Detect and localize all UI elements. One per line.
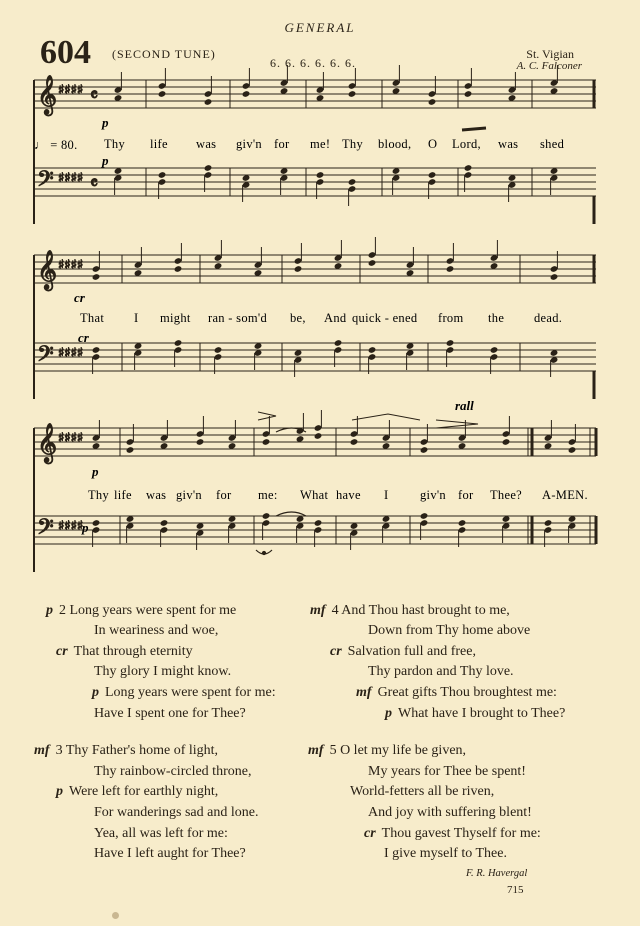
dynamic-mark: p [102,115,109,130]
common-time-icon: 𝄴 [90,85,99,106]
notehead [92,273,101,281]
tune-note: (SECOND TUNE) [112,47,216,61]
bass-clef-icon: 𝄢 [37,515,54,545]
key-signature-icon: ♯♯♯♯ [58,519,84,534]
notehead [464,164,473,172]
lyric-syllable: A-MEN. [542,488,588,502]
tune-name: St. Vigian [526,47,574,61]
verse-text: And joy with suffering blent! [368,805,532,820]
running-head: GENERAL [284,20,356,35]
dynamic-mark: cr [74,290,85,305]
notehead [214,346,223,354]
verse-line [34,743,218,759]
lyric-syllable: shed [540,137,565,151]
notehead [92,519,101,527]
verse-line [94,623,218,639]
meter: 6. 6. 6. 6. 6. 6. [270,56,356,70]
lyric-syllable: life [114,488,132,502]
verse-text: That through eternity [73,644,193,659]
key-signature-icon: ♯♯♯♯ [58,171,84,186]
hairpin [352,414,420,420]
lyric-syllable: giv'n [236,137,262,151]
verse-number: 2 [59,603,66,618]
lyric-syllable: Thy [342,137,364,151]
lyric-syllable: might [160,311,191,325]
notehead [126,446,135,454]
verse-text: Have I left aught for Thee? [94,846,246,861]
verse-line [56,784,218,800]
verse-dynamic: cr [56,644,68,659]
lyric-syllable: giv'n [420,488,446,502]
notehead [196,438,205,446]
notehead [314,432,323,440]
verse-number: 3 [55,743,63,758]
key-signature-icon: ♯♯♯♯ [58,83,84,98]
verse-line [310,603,510,619]
verse-line [364,826,541,842]
author-credit: F. R. Havergal [466,868,528,879]
composer: A. C. Falconer [516,60,582,72]
notehead [242,90,251,98]
notehead [314,519,323,527]
lyric-syllable: the [488,311,505,325]
lyrics-system-1 [104,137,565,151]
verse-dynamic: cr [364,826,376,841]
notehead [368,346,377,354]
notehead [550,273,559,281]
verse-dynamic: p [46,603,53,618]
tie [276,512,306,516]
verse-line [94,664,231,680]
treble-clef-icon: 𝄞 [37,75,58,115]
lyric-syllable: Lord, [452,137,481,151]
verse-dynamic: mf [310,603,326,618]
verse-text: World-fetters all be riven, [350,784,495,799]
notehead [420,512,429,520]
notehead [428,171,437,179]
verse-text: And Thou hast brought to me, [341,603,510,618]
key-signature-icon: ♯♯♯♯ [58,346,84,361]
lyric-syllable: be, [290,311,306,325]
lyric-syllable: blood, [378,137,412,151]
key-signature-icon: ♯♯♯♯ [58,258,84,273]
notehead [348,90,357,98]
lyric-syllable: was [146,488,167,502]
notehead [446,265,455,273]
lyric-syllable: me: [258,488,278,502]
notehead [350,438,359,446]
lyric-syllable: for [216,488,232,502]
notehead [490,346,499,354]
lyric-syllable: That [80,311,105,325]
verse-line [356,685,557,701]
verse-line [308,743,466,759]
verse-line [94,764,251,780]
verse-line [368,764,526,780]
verse-line [350,784,494,800]
verse-line [92,685,276,701]
verse-text: What have I brought to Thee? [398,706,566,721]
dynamic-mark: rall [455,398,474,413]
verse-text: Thy glory I might know. [94,664,232,679]
accent-mark [258,412,276,420]
lyrics-system-2 [80,311,562,325]
treble-clef-icon: 𝄞 [37,250,58,290]
key-signature-icon: ♯♯♯♯ [58,431,84,446]
verse-dynamic: p [92,685,99,700]
lyric-syllable: have [336,488,361,502]
lyric-syllable: I [384,488,389,502]
notehead [502,438,511,446]
notehead [348,178,357,186]
verse-text: Down from Thy home above [368,623,531,638]
notehead [174,339,183,347]
dynamic-mark: cr [78,330,89,345]
verse-line [368,623,530,639]
verse-text: Thou gavest Thyself for me: [381,826,541,841]
page-number: 715 [507,884,524,896]
common-time-icon: 𝄴 [90,173,99,194]
verse-line [94,805,258,821]
notehead [464,90,473,98]
verse-text: Thy pardon and Thy love. [368,664,514,679]
verse-text: Were left for earthly night, [69,784,219,799]
notehead [174,265,183,273]
verse-text: Long years were spent for me [69,603,237,618]
notehead [92,346,101,354]
bass-clef-icon: 𝄢 [37,167,54,197]
lyric-syllable: life [150,137,168,151]
verse-number: 4 [331,603,339,618]
notehead [262,512,271,520]
verse-line [368,805,532,821]
verse-dynamic: mf [34,743,50,758]
lyric-syllable: Thy [88,488,110,502]
verse-dynamic: cr [330,644,342,659]
verse-text: O let my life be given, [340,743,467,758]
treble-clef-icon: 𝄞 [37,423,58,463]
verse-text: Thy Father's home of light, [65,743,219,758]
dynamic-mark: p [82,520,89,535]
notehead [368,259,377,267]
bass-clef-icon: 𝄢 [37,342,54,372]
notehead [334,339,343,347]
verse-dynamic: mf [356,685,372,700]
verse-text: I give myself to Thee. [384,846,507,861]
tempo-marking: ♩ = 80. [34,138,78,152]
notehead [204,164,213,172]
lyric-syllable: I [134,311,139,325]
verse-line [94,826,228,842]
verse-line [94,706,246,722]
paper-blemish [112,912,119,919]
notehead [160,519,169,527]
lyrics-system-3 [88,488,588,502]
notehead [316,171,325,179]
verse-text: Yea, all was left for me: [94,826,228,841]
verse-line [46,603,236,619]
lyric-syllable: for [458,488,474,502]
verse-number: 5 [329,743,337,758]
notehead [158,90,167,98]
notehead [420,446,429,454]
lyric-syllable: quick - ened [352,311,418,325]
notehead [568,446,577,454]
verse-dynamic: p [56,784,63,799]
lyric-syllable: was [196,137,217,151]
notehead [294,265,303,273]
notehead [204,98,213,106]
verse-line [385,706,565,722]
verse-text: My years for Thee be spent! [368,764,526,779]
verse-line [94,846,246,862]
fermata-dot [262,551,265,554]
beam [462,128,486,130]
dynamic-mark: p [92,464,99,479]
verse-line [56,644,193,660]
notehead [158,171,167,179]
hairpin [436,420,478,428]
verse-text: For wanderings sad and lone. [94,805,259,820]
verse-line [368,664,514,680]
verse-text: Great gifts Thou broughtest me: [377,685,557,700]
lyric-syllable: Thy [104,137,126,151]
lyric-syllable: for [274,137,290,151]
notehead [458,519,467,527]
lyric-syllable: ran - som'd [208,311,268,325]
lyric-syllable: from [438,311,464,325]
lyric-syllable: was [498,137,519,151]
verse-text: In weariness and woe, [94,623,219,638]
notehead [446,339,455,347]
verse-dynamic: p [385,706,392,721]
lyric-syllable: giv'n [176,488,202,502]
lyric-syllable: What [300,488,329,502]
hymn-number: 604 [40,34,91,71]
verse-text: Salvation full and free, [347,644,476,659]
lyric-syllable: dead. [534,311,563,325]
verse-dynamic: mf [308,743,324,758]
notehead [428,98,437,106]
verse-text: Have I spent one for Thee? [94,706,246,721]
dynamic-mark: p [102,153,109,168]
verse-line [330,644,476,660]
lyric-syllable: Thee? [490,488,523,502]
verse-line [384,846,507,862]
notehead [544,519,553,527]
verse-text: Thy rainbow-circled throne, [94,764,252,779]
lyric-syllable: O [428,137,438,151]
notehead [262,438,271,446]
lyric-syllable: me! [310,137,331,151]
lyric-syllable: And [324,311,347,325]
verse-text: Long years were spent for me: [105,685,276,700]
